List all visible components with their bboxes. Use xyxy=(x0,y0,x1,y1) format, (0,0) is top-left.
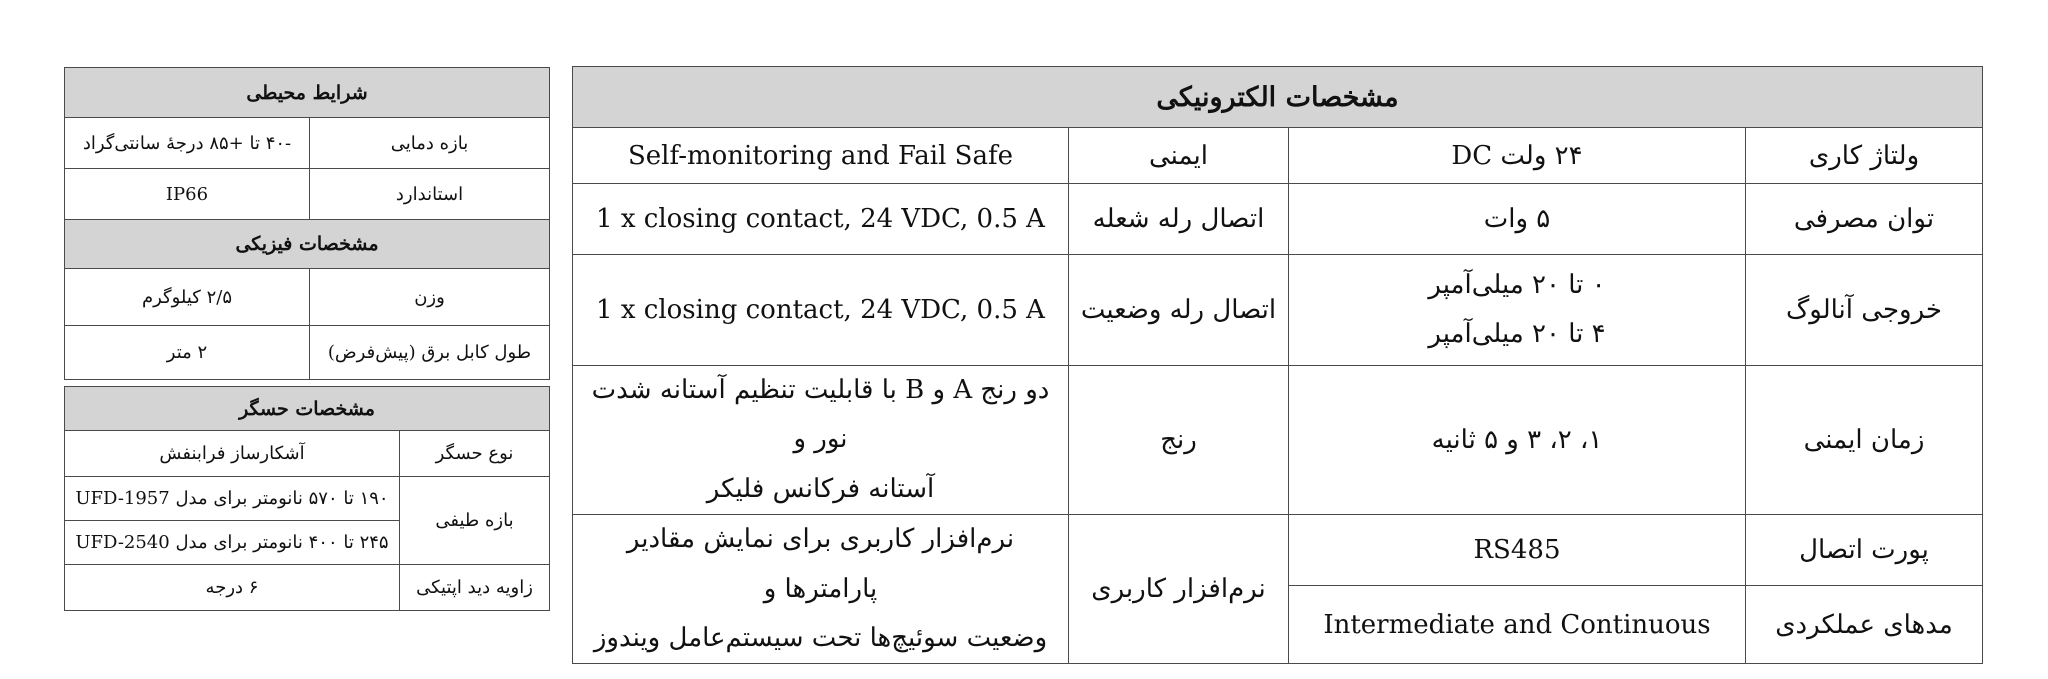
weight-value: ۲/۵ کیلوگرم xyxy=(65,269,310,326)
spectral-range-label: بازه طیفی xyxy=(400,477,550,565)
viewing-angle-value: ۶ درجه xyxy=(65,565,400,611)
temperature-value: -۴۰ تا +۸۵ درجهٔ سانتی‌گراد xyxy=(65,118,310,169)
power-label: توان مصرفی xyxy=(1746,184,1983,255)
analog-output-value-2: ۴ تا ۲۰ میلی‌آمپر xyxy=(1428,319,1606,349)
physical-title: مشخصات فیزیکی xyxy=(65,220,550,269)
modes-value: Intermediate and Continuous xyxy=(1289,585,1746,664)
safety-time-value: ۱، ۲، ۳ و ۵ ثانیه xyxy=(1289,366,1746,515)
sensor-type-value: آشکارساز فرابنفش xyxy=(65,431,400,477)
analog-output-values xyxy=(1289,255,1746,366)
weight-label: وزن xyxy=(310,269,550,326)
analog-output-label: خروجی آنالوگ xyxy=(1746,255,1983,366)
temperature-label: بازه دمایی xyxy=(310,118,550,169)
sensor-title: مشخصات حسگر xyxy=(65,387,550,431)
electronics-title: مشخصات الکترونیکی xyxy=(573,67,1983,128)
standard-value: IP66 xyxy=(65,169,310,220)
analog-output-value-1: ۰ تا ۲۰ میلی‌آمپر xyxy=(1428,269,1606,300)
safety-time-label: زمان ایمنی xyxy=(1746,366,1983,515)
flame-relay-value: 1 x closing contact, 24 VDC, 0.5 A xyxy=(573,184,1069,255)
viewing-angle-label: زاویه دید اپتیکی xyxy=(400,565,550,611)
cable-length-label: طول کابل برق (پیش‌فرض) xyxy=(310,326,550,380)
sensor-table xyxy=(64,386,550,611)
software-line-2: وضعیت سوئیچ‌ها تحت سیستم‌عامل ویندوز xyxy=(593,622,1048,653)
voltage-value: ۲۴ ولت DC xyxy=(1289,128,1746,184)
range-label: رنج xyxy=(1069,366,1289,515)
status-relay-value: 1 x closing contact, 24 VDC, 0.5 A xyxy=(573,255,1069,366)
port-value: RS485 xyxy=(1289,515,1746,586)
safety-label: ایمنی xyxy=(1069,128,1289,184)
range-value xyxy=(573,366,1069,515)
safety-value: Self-monitoring and Fail Safe xyxy=(573,128,1069,184)
range-line-1: دو رنج A و B با قابلیت تنظیم آستانه شدت نور و xyxy=(591,375,1050,455)
spectral-range-value-2: ۲۴۵ تا ۴۰۰ نانومتر برای مدل UFD-2540 xyxy=(65,521,400,565)
software-line-1: نرم‌افزار کاربری برای نمایش مقادیر پارامترها و xyxy=(626,524,1015,604)
flame-relay-label: اتصال رله شعله xyxy=(1069,184,1289,255)
cable-length-value: ۲ متر xyxy=(65,326,310,380)
environment-physical-table xyxy=(64,67,550,380)
voltage-label: ولتاژ کاری xyxy=(1746,128,1983,184)
sensor-type-label: نوع حسگر xyxy=(400,431,550,477)
status-relay-label: اتصال رله وضعیت xyxy=(1069,255,1289,366)
software-value xyxy=(573,515,1069,664)
software-label: نرم‌افزار کاربری xyxy=(1069,515,1289,664)
environment-title: شرایط محیطی xyxy=(65,68,550,118)
electronics-table xyxy=(572,66,1983,664)
modes-label: مدهای عملکردی xyxy=(1746,585,1983,664)
power-value: ۵ وات xyxy=(1289,184,1746,255)
port-label: پورت اتصال xyxy=(1746,515,1983,586)
range-line-2: آستانه فرکانس فلیکر xyxy=(706,473,935,504)
standard-label: استاندارد xyxy=(310,169,550,220)
spectral-range-value-1: ۱۹۰ تا ۵۷۰ نانومتر برای مدل UFD-1957 xyxy=(65,477,400,521)
